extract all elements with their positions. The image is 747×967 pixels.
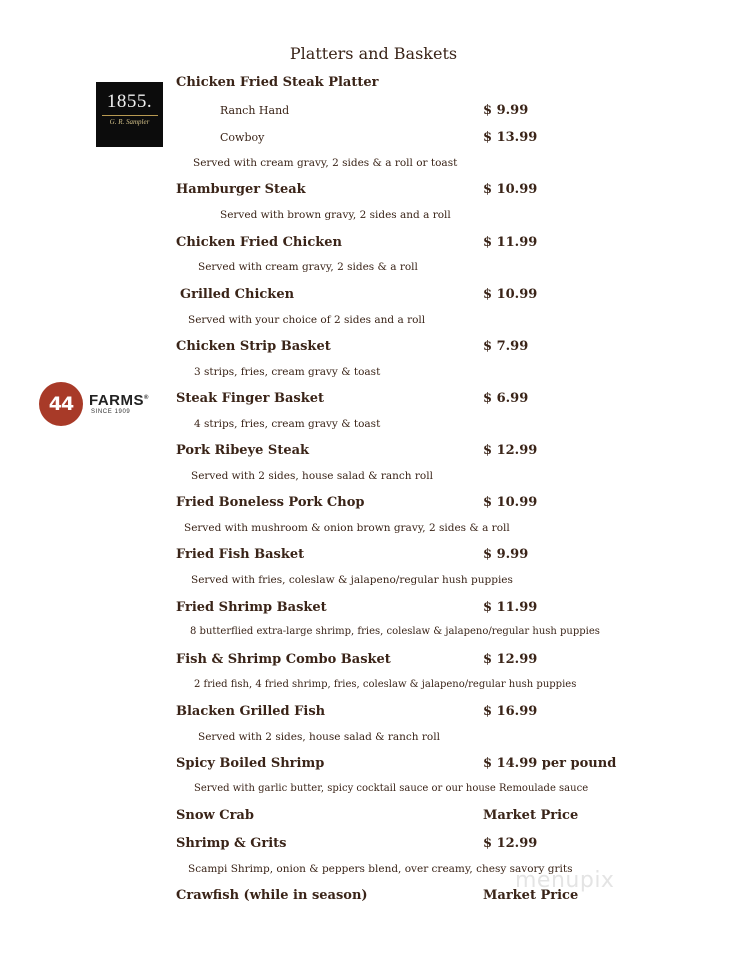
menupix-watermark: menupix xyxy=(515,868,615,893)
item-price: $ 12.99 xyxy=(483,443,538,458)
item-price: $ 6.99 xyxy=(483,391,529,406)
item-price: Market Price xyxy=(483,808,579,823)
item-price: $ 16.99 xyxy=(483,704,538,719)
item-description: 3 strips, fries, cream gravy & toast xyxy=(194,366,381,378)
item-name: Blacken Grilled Fish xyxy=(176,704,326,719)
item-name: Crawfish (while in season) xyxy=(176,888,368,903)
item-name: Cowboy xyxy=(220,131,265,144)
item-description: Served with 2 sides, house salad & ranch roll xyxy=(191,470,433,482)
item-price: $ 13.99 xyxy=(483,130,538,145)
item-name: Fish & Shrimp Combo Basket xyxy=(176,652,391,667)
brand-1855-rule xyxy=(102,115,158,116)
page-title: Platters and Baskets xyxy=(289,44,458,63)
44-farms-since: SINCE 1909 xyxy=(91,409,131,415)
44-farms-name: FARMS® xyxy=(89,392,149,409)
44-farms-logo xyxy=(39,382,169,426)
item-description: Served with cream gravy, 2 sides & a roll xyxy=(198,261,418,273)
item-description: Served with garlic butter, spicy cocktail sauce or our house Remoulade sauce xyxy=(194,783,589,794)
item-name: Fried Shrimp Basket xyxy=(176,600,327,615)
item-description: Served with fries, coleslaw & jalapeno/regular hush puppies xyxy=(191,574,513,586)
item-name: Hamburger Steak xyxy=(176,182,306,197)
item-name: Grilled Chicken xyxy=(180,287,295,302)
item-description: Served with cream gravy, 2 sides & a roll or toast xyxy=(193,157,458,169)
item-price: Market Price xyxy=(483,888,579,903)
item-price: $ 10.99 xyxy=(483,182,538,197)
item-description: Scampi Shrimp, onion & peppers blend, over creamy, chesy savory grits xyxy=(188,863,573,875)
item-name: Fried Fish Basket xyxy=(176,547,305,562)
item-price: $ 9.99 xyxy=(483,547,529,562)
item-name: Fried Boneless Pork Chop xyxy=(176,495,365,510)
item-description: Served with your choice of 2 sides and a roll xyxy=(188,314,426,326)
item-price: $ 12.99 xyxy=(483,836,538,851)
item-name: Chicken Fried Chicken xyxy=(176,235,342,250)
item-description: 2 fried fish, 4 fried shrimp, fries, coleslaw & jalapeno/regular hush puppies xyxy=(194,679,577,690)
item-description: Served with brown gravy, 2 sides and a roll xyxy=(220,209,451,221)
item-name: Chicken Strip Basket xyxy=(176,339,331,354)
44-farms-circle-mark: 44 xyxy=(39,382,83,426)
item-price: $ 11.99 xyxy=(483,235,538,250)
item-description: 4 strips, fries, cream gravy & toast xyxy=(194,418,381,430)
item-name: Snow Crab xyxy=(176,808,254,823)
item-price: $ 7.99 xyxy=(483,339,529,354)
item-description: Served with mushroom & onion brown gravy, 2 sides & a roll xyxy=(184,522,510,534)
item-name: Steak Finger Basket xyxy=(176,391,324,406)
item-description: Served with 2 sides, house salad & ranch roll xyxy=(198,731,440,743)
item-price: $ 11.99 xyxy=(483,600,538,615)
brand-1855-signature: G. R. Sampler xyxy=(109,118,150,126)
brand-1855-number: 1855. xyxy=(106,91,153,112)
item-name: Chicken Fried Steak Platter xyxy=(176,75,379,90)
item-name: Ranch Hand xyxy=(220,104,290,117)
item-price: $ 10.99 xyxy=(483,495,538,510)
item-price: $ 14.99 per pound xyxy=(483,756,617,771)
brand-1855-logo xyxy=(96,82,163,147)
item-price: $ 12.99 xyxy=(483,652,538,667)
item-name: Pork Ribeye Steak xyxy=(176,443,310,458)
item-price: $ 10.99 xyxy=(483,287,538,302)
item-name: Shrimp & Grits xyxy=(176,836,287,851)
item-name: Spicy Boiled Shrimp xyxy=(176,756,325,771)
item-description: 8 butterflied extra-large shrimp, fries, coleslaw & jalapeno/regular hush puppies xyxy=(190,626,600,637)
item-price: $ 9.99 xyxy=(483,103,529,118)
